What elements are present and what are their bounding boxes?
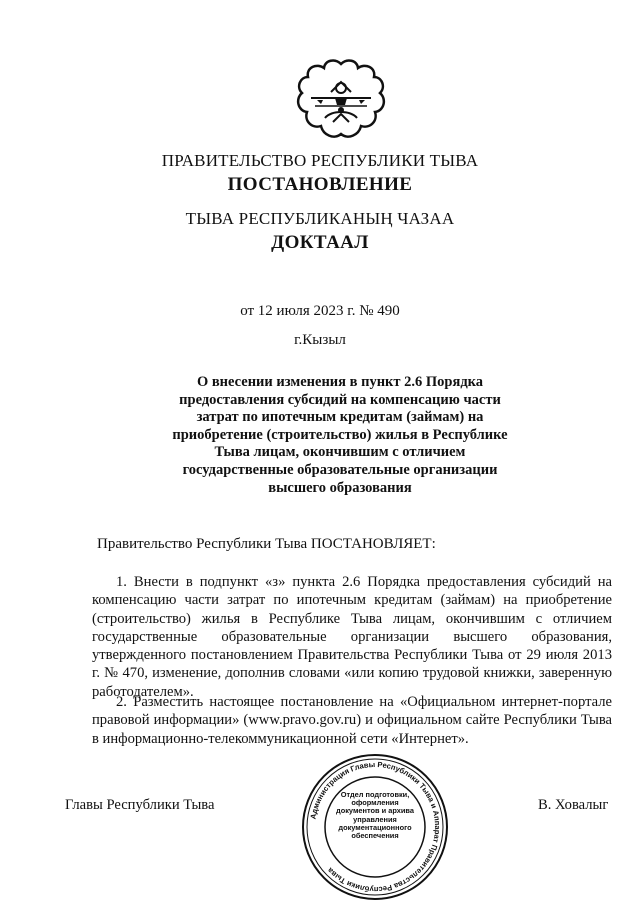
paragraph-2: 2. Разместить настоящее постановление на «Официальном интернет-портале правовой информации» (www.pravo.gov.ru) и официальном сайте Республики Тыва в информационно-телекоммуникационной сети «Интернет». — [92, 694, 612, 747]
document-type-ru: ПОСТАНОВЛЕНИЕ — [227, 174, 413, 195]
signatory-name: В. Ховалыг — [538, 797, 609, 813]
document-type-tyv: ДОКТААЛ — [271, 232, 369, 253]
signatory-position: Главы Республики Тыва — [65, 797, 215, 813]
preamble: Правительство Республики Тыва ПОСТАНОВЛЯЕТ: — [97, 536, 436, 552]
stamp-center-text: Отдел подготовки, оформления документов и архива управления документационного обеспечения — [336, 791, 414, 841]
document-city: г.Кызыл — [294, 332, 346, 348]
official-stamp — [300, 753, 450, 901]
tuva-coat-of-arms-icon — [295, 58, 387, 148]
stamp-ring-text: Администрация Главы Республики Тыва и Аппарат Правительства Республики Тыва — [308, 759, 443, 895]
document-subject: О внесении изменения в пункт 2.6 Порядка предоставления субсидий на компенсацию части затрат по ипотечным кредитам (займам) на приобретение (строительство) жилья в Республике Тыва лицам, окончившим с отличием государственные образовательные организации высшего образования — [172, 374, 508, 496]
document-date-number: от 12 июля 2023 г. № 490 — [240, 303, 400, 319]
government-name-tyv: ТЫВА РЕСПУБЛИКАНЫҢ ЧАЗАА — [185, 209, 455, 228]
paragraph-1: 1. Внести в подпункт «з» пункта 2.6 Порядка предоставления субсидий на компенсацию части затрат по ипотечным кредитам (займам) на приобретение (строительство) жилья в Республике Тыва лицам, окончившим с отличием государственные образовательные организации высшего образования, утвержденного постановлением Правительства Республики Тыва от 29 июля 2013 г. № 470, изменение, дополнив словами «или копию трудовой книжки, заверенную работодателем». — [92, 574, 612, 700]
government-name-ru: ПРАВИТЕЛЬСТВО РЕСПУБЛИКИ ТЫВА — [161, 151, 479, 170]
